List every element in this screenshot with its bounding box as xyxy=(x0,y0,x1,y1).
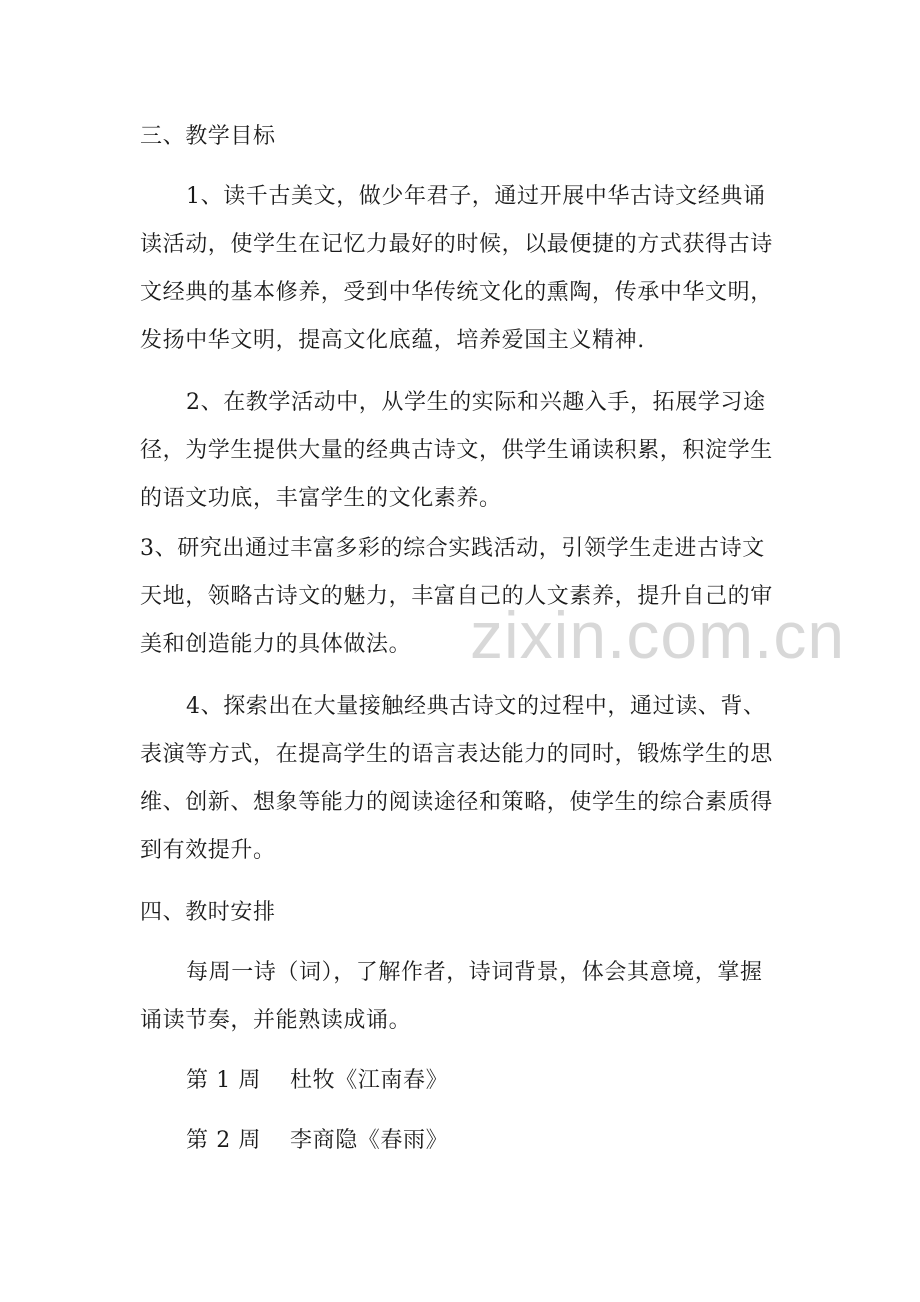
goal-3-line-1: 3、研究出通过丰富多彩的综合实践活动，引领学生走进古诗文 xyxy=(140,536,765,561)
goal-2-line-3: 的语文功底，丰富学生的文化素养。 xyxy=(140,486,502,511)
goal-4-line-4: 到有效提升。 xyxy=(140,838,276,863)
schedule-intro-line-2: 诵读节奏，并能熟读成诵。 xyxy=(140,1008,412,1033)
section-heading-teaching-goals: 三、教学目标 xyxy=(140,124,276,149)
section-heading-schedule: 四、教时安排 xyxy=(140,900,276,925)
goal-1-line-1: 1、读千古美文，做少年君子，通过开展中华古诗文经典诵 xyxy=(186,184,766,209)
week-2-label: 第 2 周 xyxy=(186,1128,261,1153)
goal-4-line-3: 维、创新、想象等能力的阅读途径和策略，使学生的综合素质得 xyxy=(140,790,773,815)
week-2-poem: 李商隐《春雨》 xyxy=(290,1128,449,1153)
week-1-poem: 杜牧《江南春》 xyxy=(290,1068,449,1093)
watermark: zixin.com.cn xyxy=(470,598,846,672)
goal-3-line-2: 天地，领略古诗文的魅力，丰富自己的人文素养，提升自己的审 xyxy=(140,584,773,609)
goal-4-line-2: 表演等方式，在提高学生的语言表达能力的同时，锻炼学生的思 xyxy=(140,742,773,767)
goal-1-line-3: 文经典的基本修养，受到中华传统文化的熏陶，传承中华文明， xyxy=(140,280,773,305)
goal-1-line-2: 读活动，使学生在记忆力最好的时候，以最便捷的方式获得古诗 xyxy=(140,232,773,257)
goal-2-line-1: 2、在教学活动中，从学生的实际和兴趣入手，拓展学习途 xyxy=(186,390,766,415)
goal-4-line-1: 4、探索出在大量接触经典古诗文的过程中，通过读、背、 xyxy=(186,694,766,719)
schedule-intro-line-1: 每周一诗（词），了解作者，诗词背景，体会其意境，掌握 xyxy=(186,960,763,985)
goal-3-line-3: 美和创造能力的具体做法。 xyxy=(140,632,412,657)
goal-1-line-4: 发扬中华文明，提高文化底蕴，培养爱国主义精神. xyxy=(140,328,645,353)
week-1-label: 第 1 周 xyxy=(186,1068,261,1093)
goal-2-line-2: 径，为学生提供大量的经典古诗文，供学生诵读积累，积淀学生 xyxy=(140,438,773,463)
